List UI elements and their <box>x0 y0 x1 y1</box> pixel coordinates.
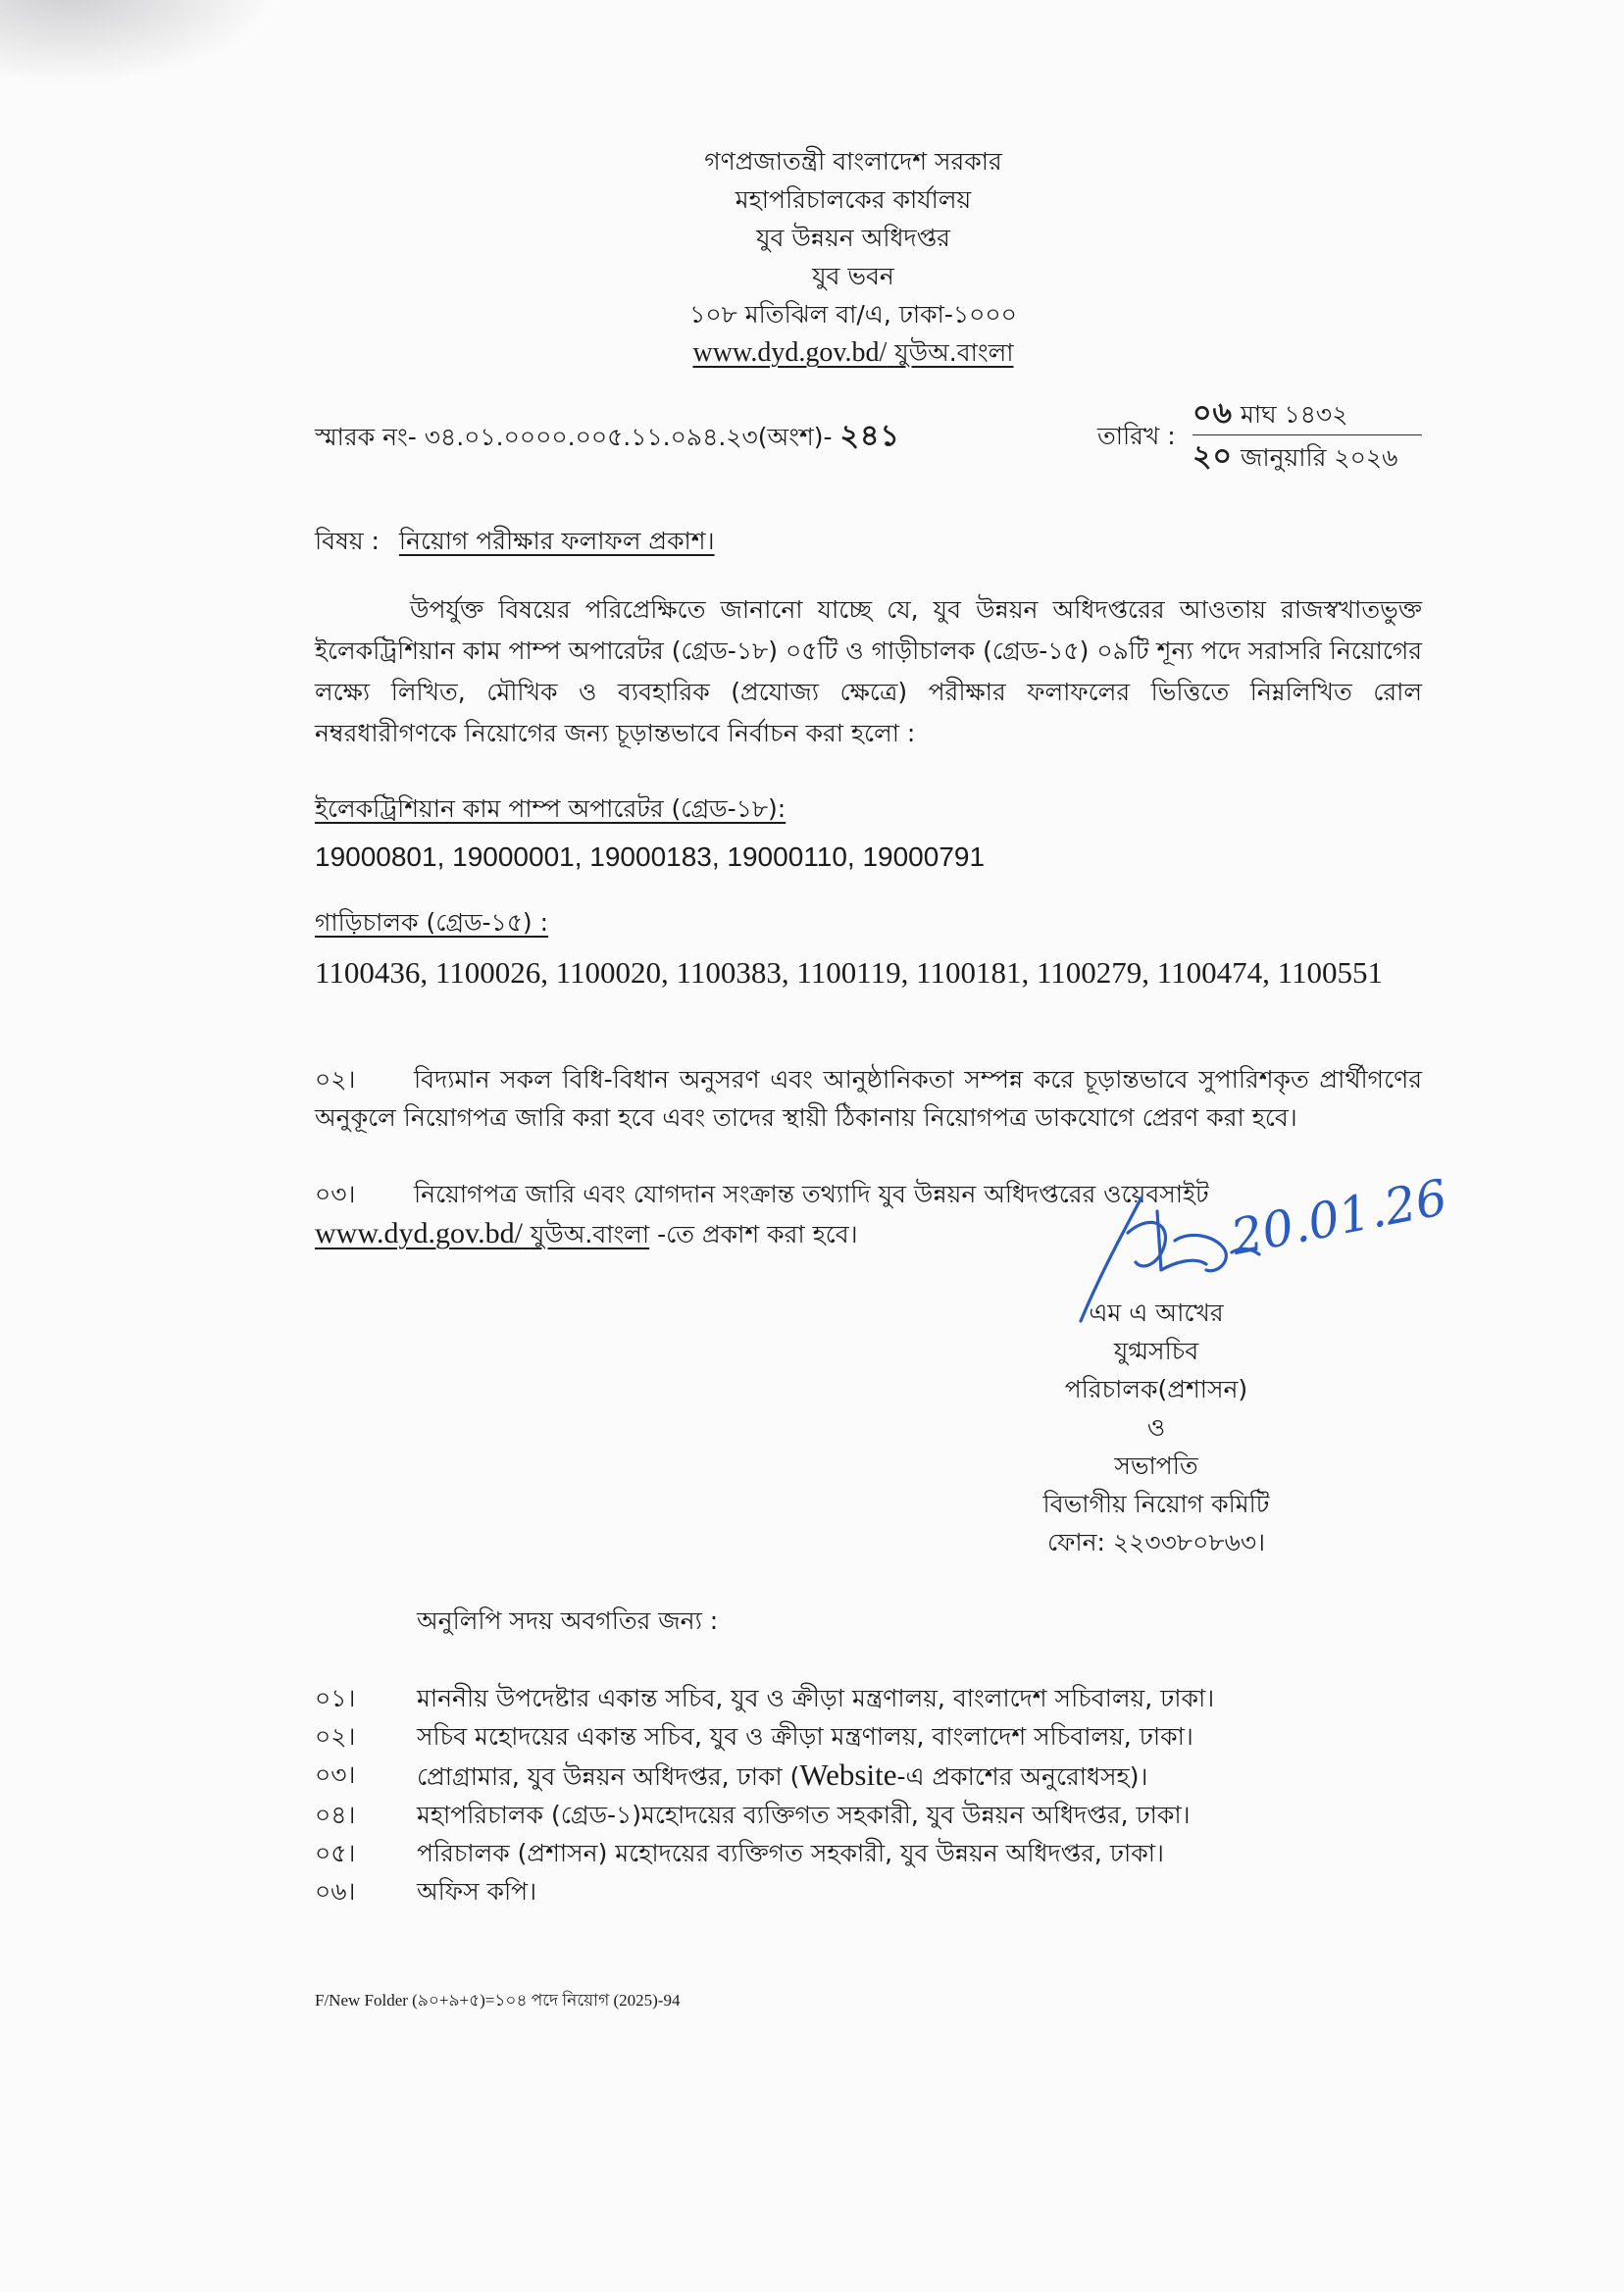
signatory-block <box>980 1294 1333 1561</box>
date-gregorian-month-year: জানুয়ারি ২০২৬ <box>1240 443 1398 472</box>
memo-prefix: স্মারক নং- ৩৪.০১.০০০০.০০৫.১১.০৯৪.২৩(অংশ)- <box>315 423 833 451</box>
copy-text: পরিচালক (প্রশাসন) মহোদয়ের ব্যক্তিগত সহকারী, যুব উন্নয়ন অধিদপ্তর, ঢাকা। <box>417 1839 1164 1867</box>
roll-list-driver: 1100436, 1100026, 1100020, 1100383, 1100119, 1100181, 1100279, 1100474, 1100551 <box>315 955 1383 990</box>
list-item <box>315 1872 1427 1910</box>
list-item <box>315 1756 1427 1796</box>
clause-02 <box>315 1060 1422 1137</box>
date-bangla-month-year: মাঘ ১৪৩২ <box>1240 400 1348 429</box>
list-item <box>315 1717 1427 1756</box>
section-heading-driver: গাড়িচালক (গ্রেড-১৫) : <box>315 908 549 937</box>
copy-number: ০৩। <box>315 1760 356 1789</box>
clause-text: বিদ্যমান সকল বিধি-বিধান অনুসরণ এবং আনুষ্ঠানিকতা সম্পন্ন করে চূড়ান্তভাবে সুপারিশকৃত প্রার্থীগণের অনুকূলে নিয়োগপত্র জারি করা হবে এবং তাদের স্থায়ী ঠিকানায় নিয়োগপত্র ডাকযোগে প্রেরণ করা হবে। <box>315 1065 1422 1132</box>
letterhead-building: যুব ভবন <box>812 262 894 290</box>
copies-list <box>315 1679 1427 1910</box>
date-bangla-day: ০৬ <box>1193 396 1234 431</box>
copy-tail: -এ প্রকাশের অনুরোধসহ)। <box>896 1762 1148 1791</box>
date-label: তারিখ : <box>1097 422 1176 450</box>
copy-text: অফিস কপি। <box>417 1877 537 1906</box>
website-latin: www.dyd.gov.bd/ <box>692 337 888 368</box>
copy-text: মহাপরিচালক (গ্রেড-১)মহোদয়ের ব্যক্তিগত সহকারী, যুব উন্নয়ন অধিদপ্তর, ঢাকা। <box>417 1801 1191 1829</box>
date-gregorian <box>1193 437 1487 477</box>
signature-handwritten-date: 20.01.26 <box>1226 1168 1452 1267</box>
signatory-role: পরিচালক(প্রশাসন) <box>1064 1375 1248 1403</box>
copy-number: ০২। <box>315 1722 356 1751</box>
clause-text: নিয়োগপত্র জারি এবং যোগদান সংক্রান্ত তথ্যাদি যুব উন্নয়ন অধিদপ্তরের ওয়েবসাইট <box>414 1180 1209 1208</box>
letterhead-government: গণপ্রজাতন্ত্রী বাংলাদেশ সরকার <box>704 147 1002 176</box>
subject-line <box>315 523 1422 560</box>
letterhead-address: ১০৮ মতিঝিল বা/এ, ঢাকা-১০০০ <box>689 300 1017 329</box>
copy-text-group <box>417 1756 1427 1796</box>
letterhead-website <box>461 333 1245 372</box>
memo-number <box>315 418 1070 456</box>
list-item <box>315 1834 1427 1872</box>
clause-tail: -তে প্রকাশ করা হবে। <box>657 1220 858 1248</box>
signatory-chair: সভাপতি <box>1114 1452 1198 1480</box>
signatory-conjunction: ও <box>1146 1413 1166 1442</box>
intro-paragraph: উপর্যুক্ত বিষয়ের পরিপ্রেক্ষিতে জানানো যাচ্ছে যে, যুব উন্নয়ন অধিদপ্তরের আওতায় রাজস্বখাতভুক্ত ইলেকট্রিশিয়ান কাম পাম্প অপারেটর (গ্রেড-১৮) ০৫টি ও গাড়ীচালক (গ্রেড-১৫) ০৯টি শূন্য পদে সরাসরি নিয়োগের লক্ষ্যে লিখিত, মৌখিক ও ব্যবহারিক (প্রযোজ্য ক্ষেত্রে) পরীক্ষার ফলাফলের ভিত্তিতে নিম্নলিখিত রোল নম্বরধারীগণকে নিয়োগের জন্য চূড়ান্তভাবে নির্বাচন করা হলো : <box>315 595 1422 747</box>
section-heading-electrician: ইলেকট্রিশিয়ান কাম পাম্প অপারেটর (গ্রেড-১৮): <box>315 794 787 823</box>
file-path-footer: F/New Folder (৯০+৯+৫)=১০৪ পদে নিয়োগ (2025)-94 <box>315 1991 681 2010</box>
signatory-name: এম এ আখের <box>1089 1299 1224 1327</box>
website-bangla: যুউঅ.বাংলা <box>530 1220 650 1248</box>
signature-stroke <box>1175 1235 1226 1270</box>
date-block <box>1193 394 1487 477</box>
date-bangla <box>1193 394 1487 433</box>
date-gregorian-day: ২০ <box>1193 439 1234 474</box>
copy-text: মাননীয় উপদেষ্টার একান্ত সচিব, যুব ও ক্রীড়া মন্ত্রণালয়, বাংলাদেশ সচিবালয়, ঢাকা। <box>417 1684 1215 1712</box>
letterhead-office: মহাপরিচালকের কার্যালয় <box>735 185 972 214</box>
roll-list-electrician: 19000801, 19000001, 19000183, 19000110, 19000791 <box>315 841 986 872</box>
letterhead-website-link <box>692 338 1013 367</box>
copy-number: ০১। <box>315 1684 356 1712</box>
website-bangla: যুউঅ.বাংলা <box>894 338 1014 367</box>
list-item <box>315 1679 1427 1717</box>
clause-website-link <box>315 1217 650 1249</box>
subject-text: নিয়োগ পরীক্ষার ফলাফল প্রকাশ। <box>398 527 715 555</box>
copy-number: ০৪। <box>315 1801 356 1829</box>
subject-label: বিষয় : <box>315 527 380 555</box>
copy-number: ০৬। <box>315 1877 356 1906</box>
signatory-phone: ফোন: ২২৩৩৮০৮৬৩। <box>1046 1528 1266 1556</box>
copies-title: অনুলিপি সদয় অবগতির জন্য : <box>417 1606 719 1635</box>
clause-number: ০৩। <box>315 1180 356 1208</box>
date-divider <box>1193 434 1422 435</box>
signatory-designation: যুগ্মসচিব <box>1113 1337 1199 1365</box>
copy-number: ০৫। <box>315 1839 356 1867</box>
clause-number: ০২। <box>315 1065 356 1094</box>
signatory-committee: বিভাগীয় নিয়োগ কমিটি <box>1042 1490 1270 1518</box>
letterhead <box>461 142 1245 372</box>
list-item <box>315 1796 1427 1834</box>
copy-text: প্রোগ্রামার, যুব উন্নয়ন অধিদপ্তর, ঢাকা ( <box>417 1762 800 1791</box>
memo-serial-handwritten: ২৪১ <box>839 419 900 453</box>
copy-text: সচিব মহোদয়ের একান্ত সচিব, যুব ও ক্রীড়া মন্ত্রণালয়, বাংলাদেশ সচিবালয়, ঢাকা। <box>417 1722 1193 1751</box>
website-latin: www.dyd.gov.bd/ <box>315 1217 523 1249</box>
letterhead-department: যুব উন্নয়ন অধিদপ্তর <box>756 224 950 252</box>
copy-emphasis: Website <box>799 1757 897 1792</box>
